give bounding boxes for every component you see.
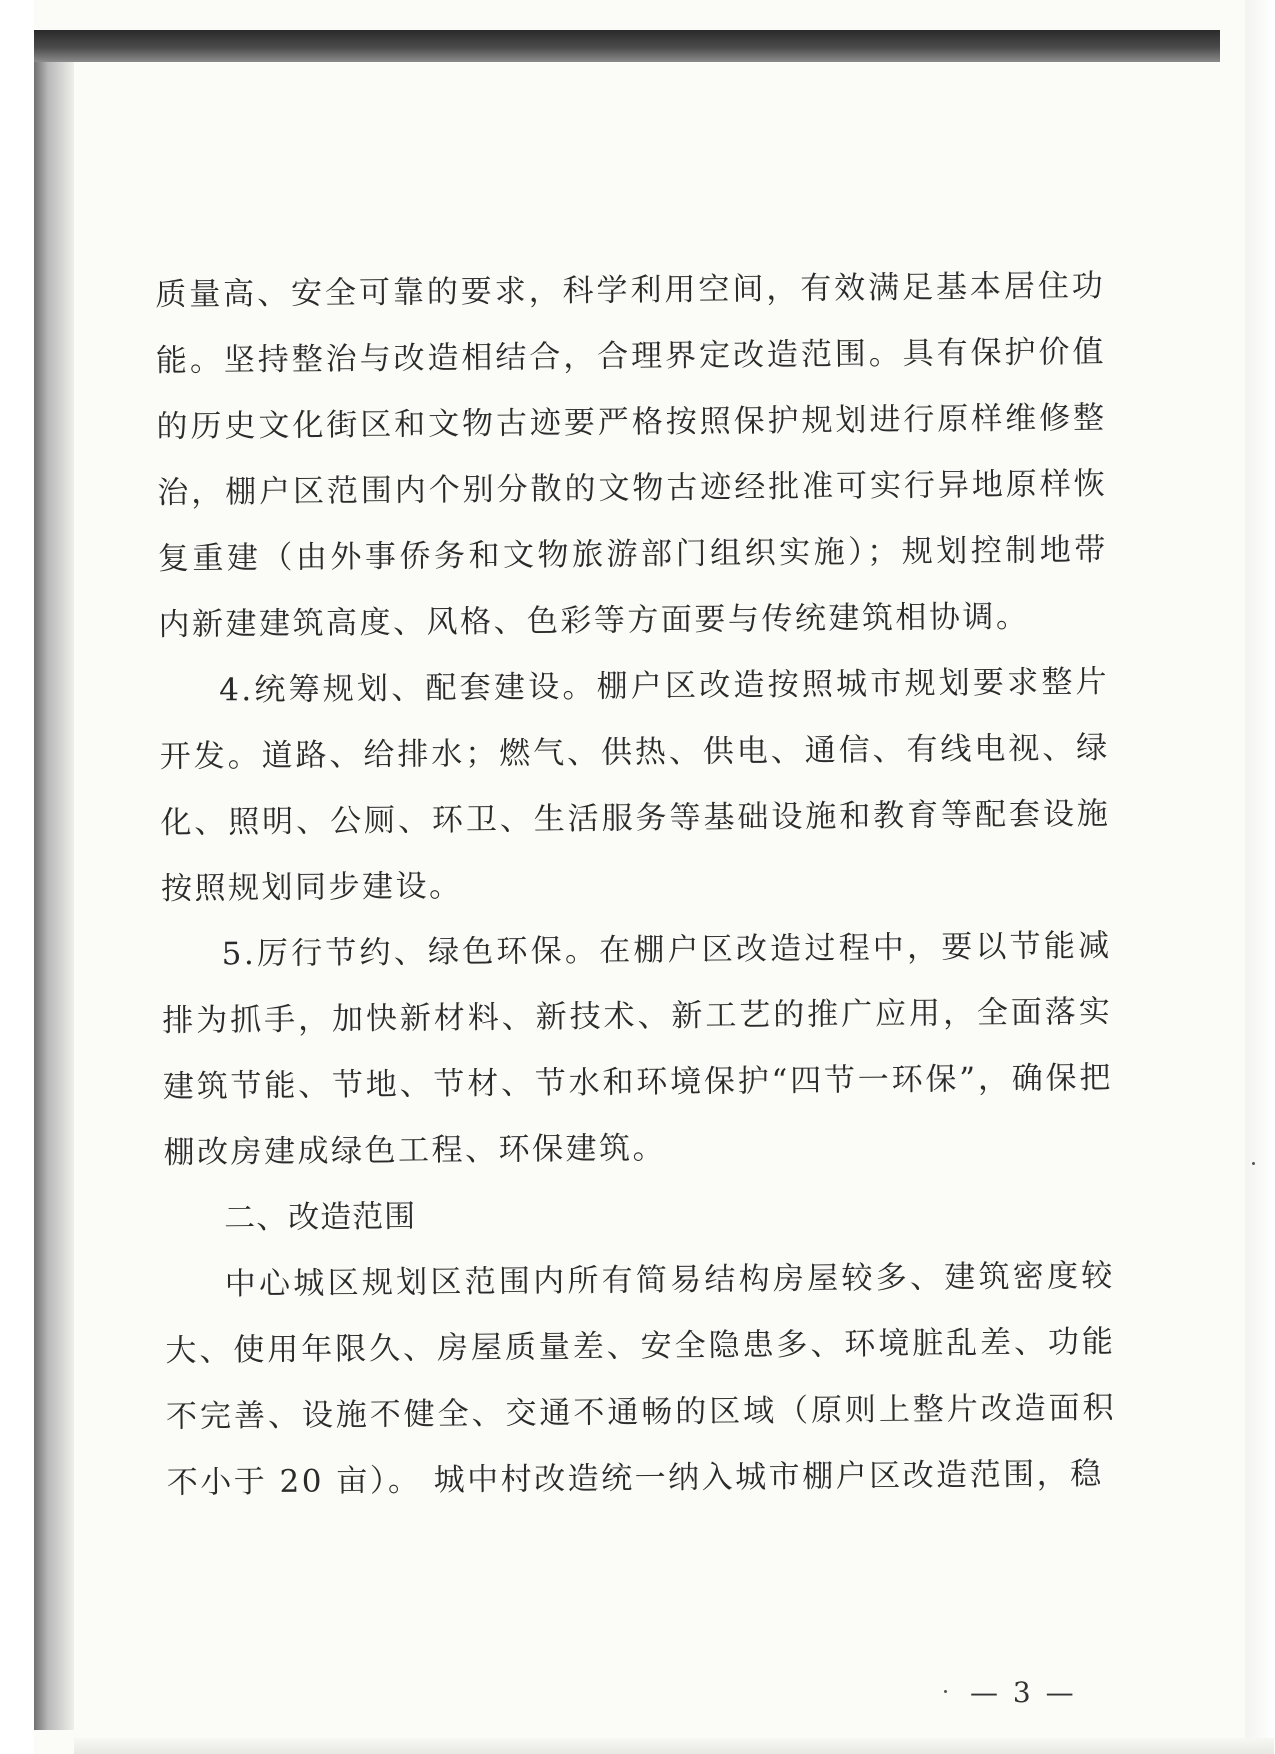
scan-shadow-top	[34, 30, 1220, 62]
document-body	[155, 253, 1117, 1516]
section-heading: 二、改造范围	[224, 1198, 417, 1237]
scan-shadow-bottom	[74, 1738, 1274, 1754]
scan-speck	[1252, 1162, 1255, 1165]
paragraph-item-5: 5.厉行节约、绿色环保。在棚户区改造过程中，要以节能减排为抓手，加快新材料、新技术、新工艺的推广应用，全面落实建筑节能、节地、节材、节水和环境保护“四节一环保”，确保把棚改房建成绿色工程、环保建筑。	[162, 927, 1114, 1171]
paragraph-scope: 中心城区规划区范围内所有简易结构房屋较多、建筑密度较大、使用年限久、房屋质量差、安全隐患多、环境脏乱差、功能不完善、设施不健全、交通不通畅的区域（原则上整片改造面积不小于 20 亩）。 城中村改造统一纳入城市棚户区改造范围，稳	[165, 1257, 1117, 1501]
scan-margin-right	[1245, 0, 1275, 1754]
scan-margin-left	[0, 0, 34, 1754]
scan-speck	[944, 1690, 947, 1693]
paragraph-continued: 质量高、安全可靠的要求，科学利用空间，有效满足基本居住功能。坚持整治与改造相结合，合理界定改造范围。具有保护价值的历史文化街区和文物古迹要严格按照保护规划进行原样维修整治，棚户区范围内个别分散的文物古迹经批准可实行异地原样恢复重建（由外事侨务和文物旅游部门组织实施）；规划控制地带内新建建筑高度、风格、色彩等方面要与传统建筑相协调。	[155, 267, 1108, 643]
page-number: — 3 —	[970, 1676, 1077, 1709]
paragraph-item-4: 4.统筹规划、配套建设。棚户区改造按照城市规划要求整片开发。道路、给排水；燃气、供热、供电、通信、有线电视、绿化、照明、公厕、环卫、生活服务等基础设施和教育等配套设施按照规划同步建设。	[159, 663, 1111, 907]
scan-shadow-left	[34, 30, 74, 1730]
